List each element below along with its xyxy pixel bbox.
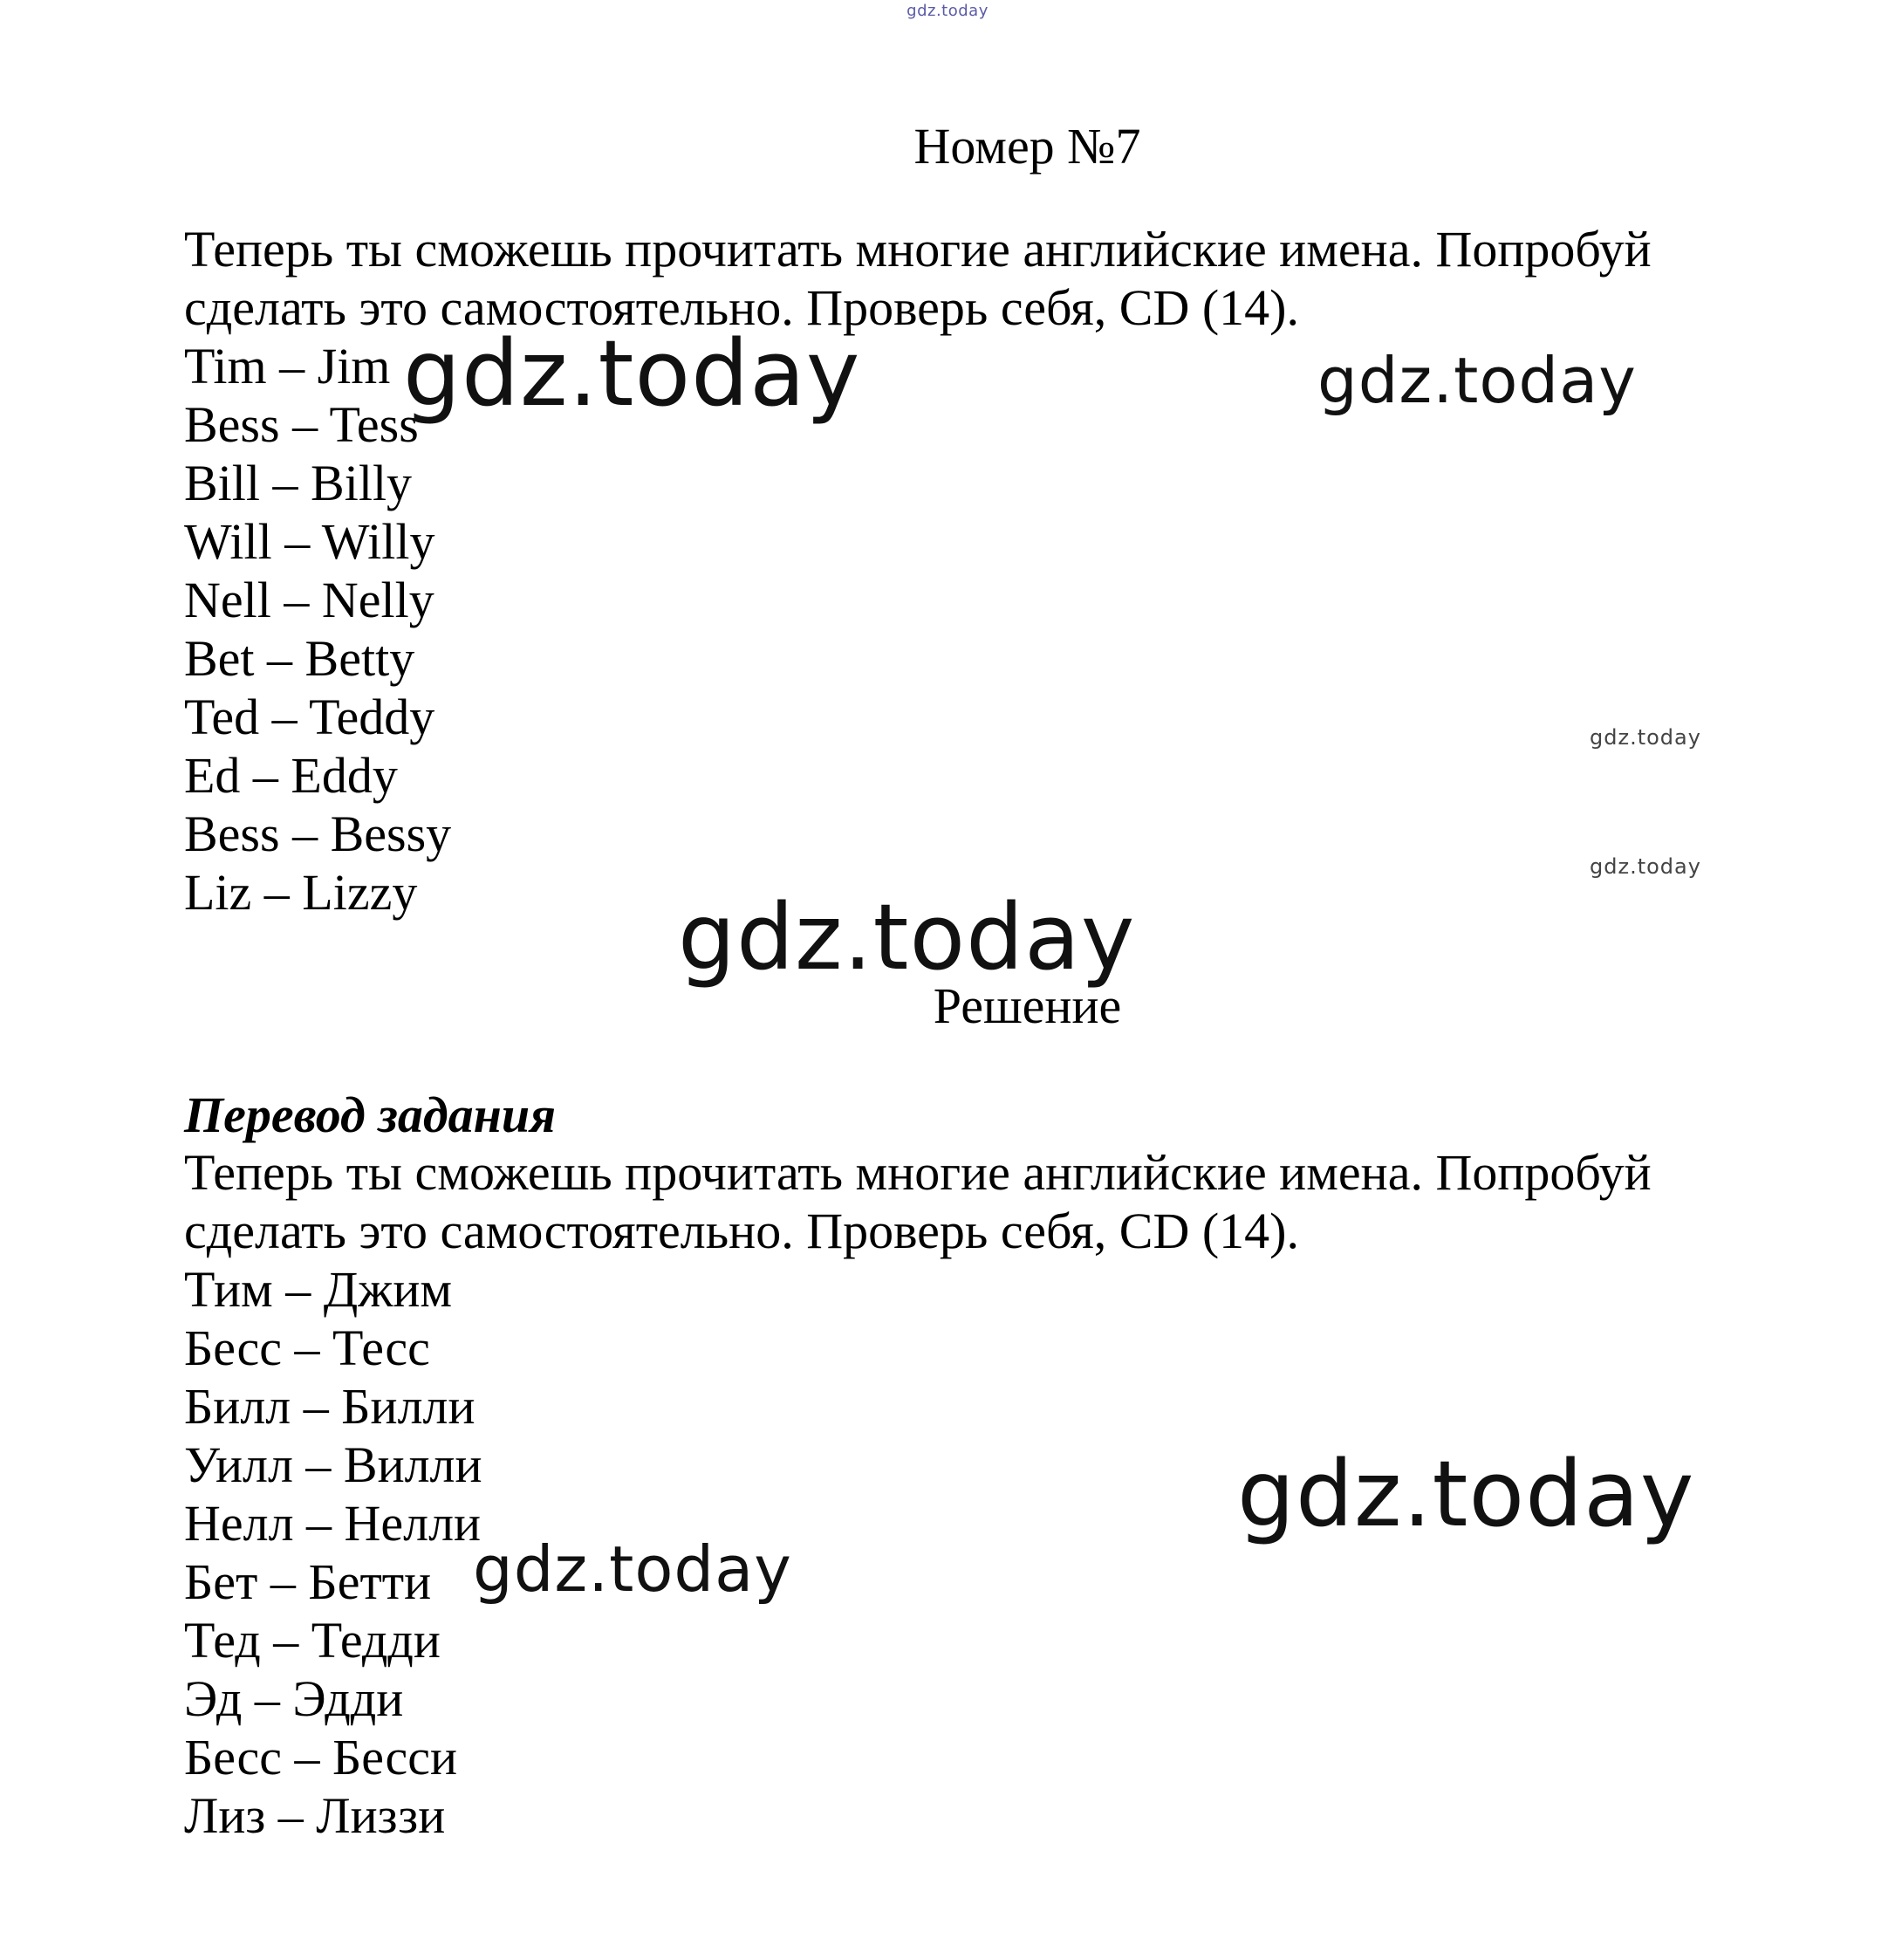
watermark: gdz.today [1590, 725, 1701, 750]
task-intro [184, 220, 1755, 337]
list-item: Bess – Bessy [184, 805, 452, 862]
list-item: Liz – Lizzy [184, 864, 418, 921]
watermark: gdz.today [1317, 344, 1637, 417]
list-item: Уилл – Вилли [184, 1436, 482, 1493]
translation-heading: Перевод задания [184, 1086, 556, 1143]
translation-intro [184, 1143, 1755, 1260]
task-intro-line-2: сделать это самостоятельно. Проверь себя, CD (14). [184, 279, 1299, 336]
watermark-top: gdz.today [906, 2, 989, 20]
list-item: Бесс – Бесси [184, 1729, 457, 1785]
list-item: Бет – Бетти [184, 1553, 432, 1610]
list-item: Ted – Teddy [184, 689, 435, 745]
list-item: Bess – Tess [184, 396, 419, 453]
list-item: Эд – Эдди [184, 1670, 404, 1727]
translation-names-list [184, 1260, 1755, 1845]
list-item: Билл – Билли [184, 1378, 475, 1435]
list-item: Лиз – Лиззи [184, 1787, 446, 1844]
list-item: Бесс – Тесс [184, 1319, 430, 1376]
list-item: Нелл – Нелли [184, 1495, 482, 1552]
watermark: gdz.today [1237, 1441, 1695, 1547]
translation-intro-line-1: Теперь ты сможешь прочитать многие английские имена. Попробуй [184, 1144, 1652, 1201]
page-title: Номер №7 [913, 118, 1141, 175]
task-intro-line-1: Теперь ты сможешь прочитать многие английские имена. Попробуй [184, 221, 1652, 278]
list-item: Ed – Eddy [184, 747, 398, 804]
list-item: Tim – Jim [184, 338, 391, 394]
list-item: Тим – Джим [184, 1261, 453, 1318]
solution-label: Решение [933, 977, 1122, 1034]
list-item: Bet – Betty [184, 630, 415, 687]
list-item: Тед – Тедди [184, 1612, 441, 1669]
list-item: Will – Willy [184, 513, 435, 570]
list-item: Bill – Billy [184, 455, 413, 511]
watermark: gdz.today [678, 884, 1136, 990]
list-item: Nell – Nelly [184, 572, 434, 628]
watermark: gdz.today [1590, 854, 1701, 879]
watermark: gdz.today [403, 320, 861, 427]
translation-intro-line-2: сделать это самостоятельно. Проверь себя, CD (14). [184, 1203, 1299, 1259]
watermark: gdz.today [473, 1532, 792, 1606]
